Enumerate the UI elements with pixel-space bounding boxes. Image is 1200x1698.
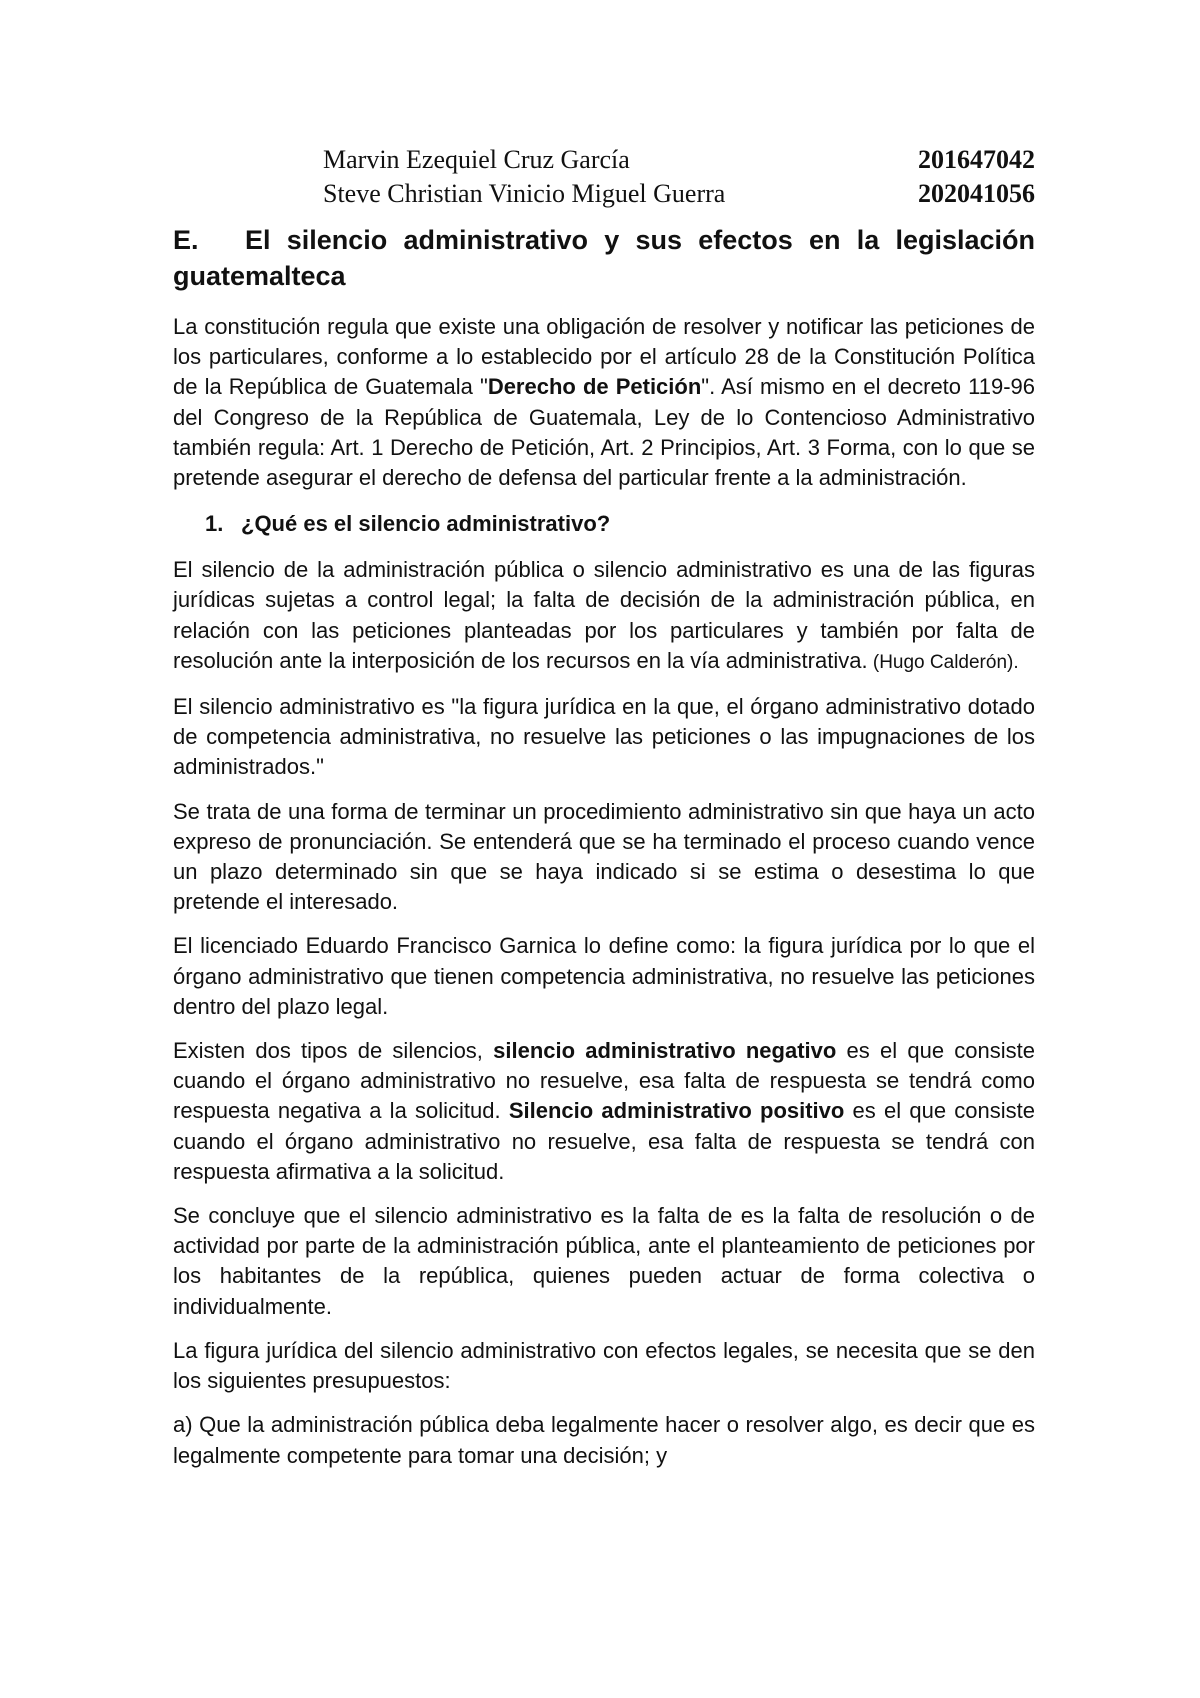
paragraph bbox=[173, 1036, 1035, 1187]
paragraph-text: El silencio de la administración pública o silencio administrativo es una de las figuras jurídicas sujetas a control legal; la falta de decisión de la administración pública, en relación con las peticiones planteadas por los particulares y también por falta de resolución ante la interposición de los recursos en la vía administrativa. bbox=[173, 557, 1035, 673]
document-body bbox=[173, 312, 1035, 1485]
paragraph-text: Existen dos tipos de silencios, bbox=[173, 1038, 494, 1064]
bold-term: Silencio administrativo positivo bbox=[508, 1098, 845, 1124]
paragraph bbox=[173, 555, 1035, 678]
citation: (Hugo Calderón). bbox=[867, 651, 1019, 673]
author-id: 202041056 bbox=[918, 179, 1035, 208]
author-name: Steve Christian Vinicio Miguel Guerra bbox=[323, 179, 726, 208]
paragraph: El silencio administrativo es "la figura jurídica en la que, el órgano administrativo dotado de competencia administrativa, no resuelve las peticiones o las impugnaciones de los administrados." bbox=[173, 694, 1035, 780]
section-heading bbox=[173, 222, 1035, 294]
author-row bbox=[323, 143, 1035, 177]
paragraph-text: ". Así mismo en el decreto 119-96 del Congreso de la República de Guatemala, Ley de lo Contencioso Administrativo también regula: Art. 1 Derecho de Petición, Art. 2 Principios, Art. 3 Forma, con lo que se pretende asegurar el derecho de defensa del particular frente a la administración. bbox=[173, 374, 1035, 491]
paragraph: El licenciado Eduardo Francisco Garnica lo define como: la figura jurídica por lo que el órgano administrativo que tienen competencia administrativa, no resuelve las peticiones dentro del plazo legal. bbox=[173, 933, 1035, 1019]
subsection-number: 1. bbox=[205, 511, 224, 537]
paragraph-text: es el que consiste cuando el órgano administrativo no resuelve, esa falta de respuesta se tendrá con respuesta afirmativa a la solicitud. bbox=[173, 1098, 1035, 1184]
author-row bbox=[323, 177, 1035, 211]
section-letter: E. bbox=[173, 225, 199, 255]
bold-term: Derecho de Petición bbox=[487, 374, 702, 400]
section-title: El silencio administrativo y sus efectos en la legislación guatemalteca bbox=[173, 225, 1035, 291]
subsection-title: ¿Qué es el silencio administrativo? bbox=[241, 511, 611, 537]
authors-block bbox=[323, 143, 1035, 211]
paragraph-text: es el que consiste cuando el órgano administrativo no resuelve, esa falta de respuesta se tendrá como respuesta negativa a la solicitud. bbox=[173, 1038, 1035, 1124]
paragraph-text: La constitución regula que existe una obligación de resolver y notificar las peticiones de los particulares, conforme a lo establecido por el artículo 28 de la Constitución Política de la República de Guatemala " bbox=[173, 314, 1035, 400]
subsection-heading bbox=[205, 509, 1035, 539]
author-name: Marvin Ezequiel Cruz García bbox=[323, 145, 630, 174]
paragraph: a) Que la administración pública deba legalmente hacer o resolver algo, es decir que es legalmente competente para tomar una decisión; y bbox=[173, 1412, 1035, 1468]
paragraph: Se concluye que el silencio administrativo es la falta de es la falta de resolución o de actividad por parte de la administración pública, ante el planteamiento de peticiones por los habitantes de la república, quienes pueden actuar de forma colectiva o individualmente. bbox=[173, 1203, 1035, 1319]
paragraph: Se trata de una forma de terminar un procedimiento administrativo sin que haya un acto expreso de pronunciación. Se entenderá que se ha terminado el proceso cuando vence un plazo determinado sin que se haya indicado si se estima o desestima lo que pretende el interesado. bbox=[173, 798, 1035, 915]
author-id: 201647042 bbox=[918, 145, 1035, 174]
paragraph bbox=[173, 312, 1035, 493]
paragraph: La figura jurídica del silencio administrativo con efectos legales, se necesita que se den los siguientes presupuestos: bbox=[173, 1337, 1035, 1394]
bold-term: silencio administrativo negativo bbox=[493, 1038, 837, 1064]
